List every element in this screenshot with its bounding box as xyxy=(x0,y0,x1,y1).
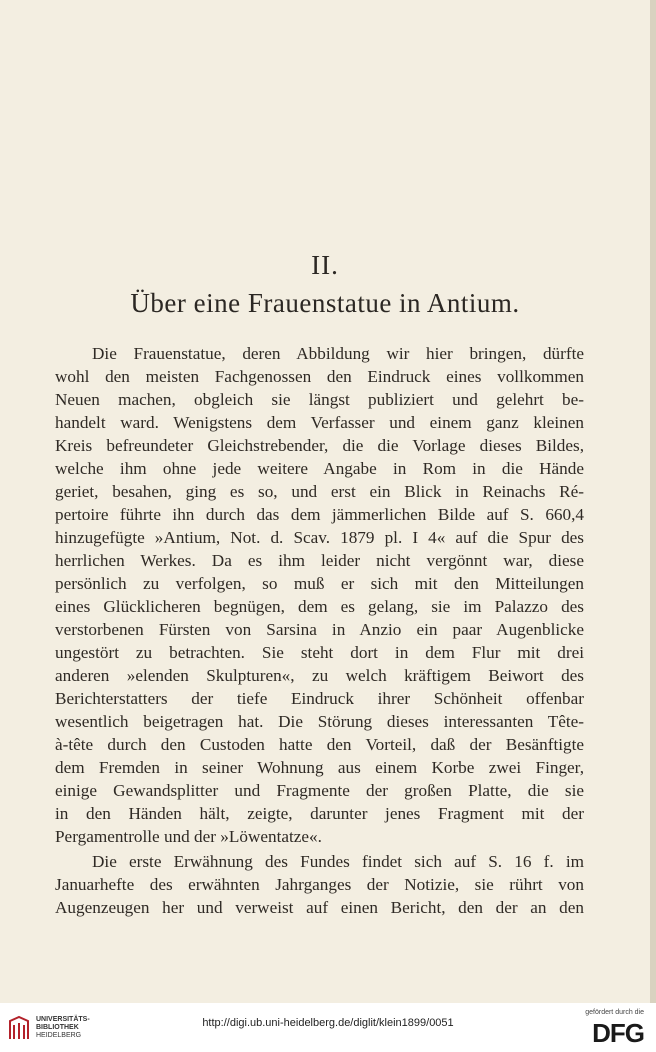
text-line: ungestört zu betrachten. Sie steht dort in dem Flur mit drei xyxy=(55,643,584,662)
text-line: einige Gewandsplitter und Fragmente der großen Platte, die sie xyxy=(55,781,584,800)
text-line: Kreis befreundeter Gleichstrebender, die die Vorlage dieses Bildes, xyxy=(55,436,584,455)
text-line: Neuen machen, obgleich sie längst publiziert und gelehrt be- xyxy=(55,390,584,409)
text-line: Pergamentrolle und der »Löwentatze«. xyxy=(55,827,322,846)
library-name-line: HEIDELBERG xyxy=(36,1032,82,1039)
dfg-logo[interactable]: DFG xyxy=(592,1018,644,1048)
text-line: handelt ward. Wenigstens dem Verfasser und einem ganz kleinen xyxy=(55,413,584,432)
text-line: herrlichen Werkes. Da es ihm leider nicht vergönnt war, diese xyxy=(55,551,584,570)
permalink-url[interactable]: http://digi.ub.uni-heidelberg.de/diglit/klein1899/0051 xyxy=(202,1017,454,1029)
text-line: welche ihm ohne jede weitere Angabe in Rom in die Hände xyxy=(55,459,584,478)
library-name-line: UNIVERSITÄTS- xyxy=(36,1016,90,1023)
viewer-footer xyxy=(0,1003,656,1052)
text-line: wohl den meisten Fachgenossen den Eindruck eines vollkommen xyxy=(55,367,584,386)
text-line: Die erste Erwähnung des Fundes findet sich auf S. 16 f. im xyxy=(92,852,584,871)
text-line: dem Fremden in seiner Wohnung aus einem Korbe zwei Finger, xyxy=(55,758,584,777)
text-line: anderen »elenden Skulpturen«, zu welch kräftigem Beiwort des xyxy=(55,666,584,685)
funding-note: gefördert durch die xyxy=(585,1009,644,1016)
text-line: eines Glücklicheren begnügen, dem es gelang, sie im Palazzo des xyxy=(55,597,584,616)
text-line: pertoire führte ihn durch das dem jämmerlichen Bilde auf S. 660,4 xyxy=(55,505,584,524)
text-line: Berichterstatters der tiefe Eindruck ihrer Schönheit offenbar xyxy=(55,689,584,708)
text-line: Januarhefte des erwähnten Jahrganges der Notizie, sie rührt von xyxy=(55,875,584,894)
text-line: verstorbenen Fürsten von Sarsina in Anzio ein paar Augenblicke xyxy=(55,620,584,639)
text-line: persönlich zu verfolgen, so muß er sich mit den Mitteilungen xyxy=(55,574,584,593)
text-line: wesentlich beigetragen hat. Die Störung dieses interessanten Tête- xyxy=(55,712,584,731)
chapter-title: Über eine Frauenstatue in Antium. xyxy=(130,288,520,318)
chapter-number: II. xyxy=(311,250,339,280)
text-line: hinzugefügte »Antium, Not. d. Scav. 1879 pl. I 4« auf die Spur des xyxy=(55,528,584,547)
text-line: in den Händen hält, zeigte, darunter jenes Fragment mit der xyxy=(55,804,584,823)
library-name-line: BIBLIOTHEK xyxy=(36,1024,79,1031)
text-line: geriet, besahen, ging es so, und erst ein Blick in Reinachs Ré- xyxy=(55,482,584,501)
text-line: Die Frauenstatue, deren Abbildung wir hier bringen, dürfte xyxy=(92,344,584,363)
text-line: Augenzeugen her und verweist auf einen Bericht, den der an den xyxy=(55,898,584,917)
text-line: à-tête durch den Custoden hatte den Vorteil, daß der Besänftigte xyxy=(55,735,584,754)
page-edge xyxy=(650,0,656,1003)
